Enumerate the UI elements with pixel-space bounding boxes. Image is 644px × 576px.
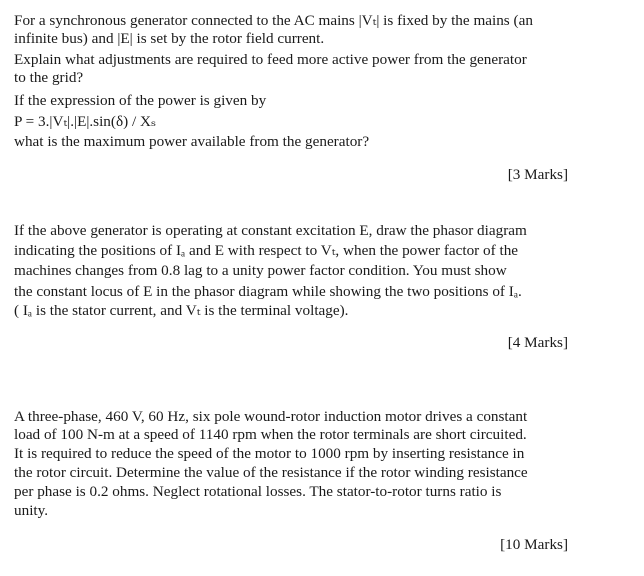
q2-marks: [4 Marks] [507, 334, 568, 351]
question-3 [14, 408, 570, 528]
q3-line-1: A three-phase, 460 V, 60 Hz, six pole wound-rotor induction motor drives a constant [14, 408, 528, 425]
q1-line-2: infinite bus) and |E| is set by the rotor field current. [14, 30, 325, 47]
q3-line-5: per phase is 0.2 ohms. Neglect rotational losses. The stator-to-rotor turns ratio is [14, 483, 502, 500]
q3-line-4: the rotor circuit. Determine the value of the resistance if the rotor winding resistance [14, 464, 528, 481]
question-2 [14, 222, 570, 332]
q1-line-4: to the grid? [14, 69, 84, 86]
q2-line-2: indicating the positions of Iₐ and E with respect to Vₜ, when the power factor of the [14, 242, 519, 259]
q1-line-5: If the expression of the power is given by [14, 92, 267, 109]
q1-line-7: what is the maximum power available from the generator? [14, 133, 370, 150]
q1-marks: [3 Marks] [507, 166, 568, 183]
q2-line-3: machines changes from 0.8 lag to a unity power factor condition. You must show [14, 262, 507, 279]
q3-line-6: unity. [14, 502, 49, 519]
q2-line-4: the constant locus of E in the phasor diagram while showing the two positions of Iₐ. [14, 283, 522, 300]
q3-line-2: load of 100 N-m at a speed of 1140 rpm when the rotor terminals are short circuited. [14, 426, 527, 443]
q3-marks: [10 Marks] [500, 536, 568, 553]
q2-line-5: ( Iₐ is the stator current, and Vₜ is the terminal voltage). [14, 302, 349, 319]
q1-line-3: Explain what adjustments are required to feed more active power from the generator [14, 51, 527, 68]
q1-line-1: For a synchronous generator connected to the AC mains |Vₜ| is fixed by the mains (an [14, 12, 533, 29]
q3-line-3: It is required to reduce the speed of the motor to 1000 rpm by inserting resistance in [14, 445, 525, 462]
q1-power-formula: P = 3.|Vₜ|.|E|.sin(δ) / Xₛ [14, 113, 157, 130]
question-1 [14, 12, 570, 192]
q2-line-1: If the above generator is operating at constant excitation E, draw the phasor diagram [14, 222, 527, 239]
